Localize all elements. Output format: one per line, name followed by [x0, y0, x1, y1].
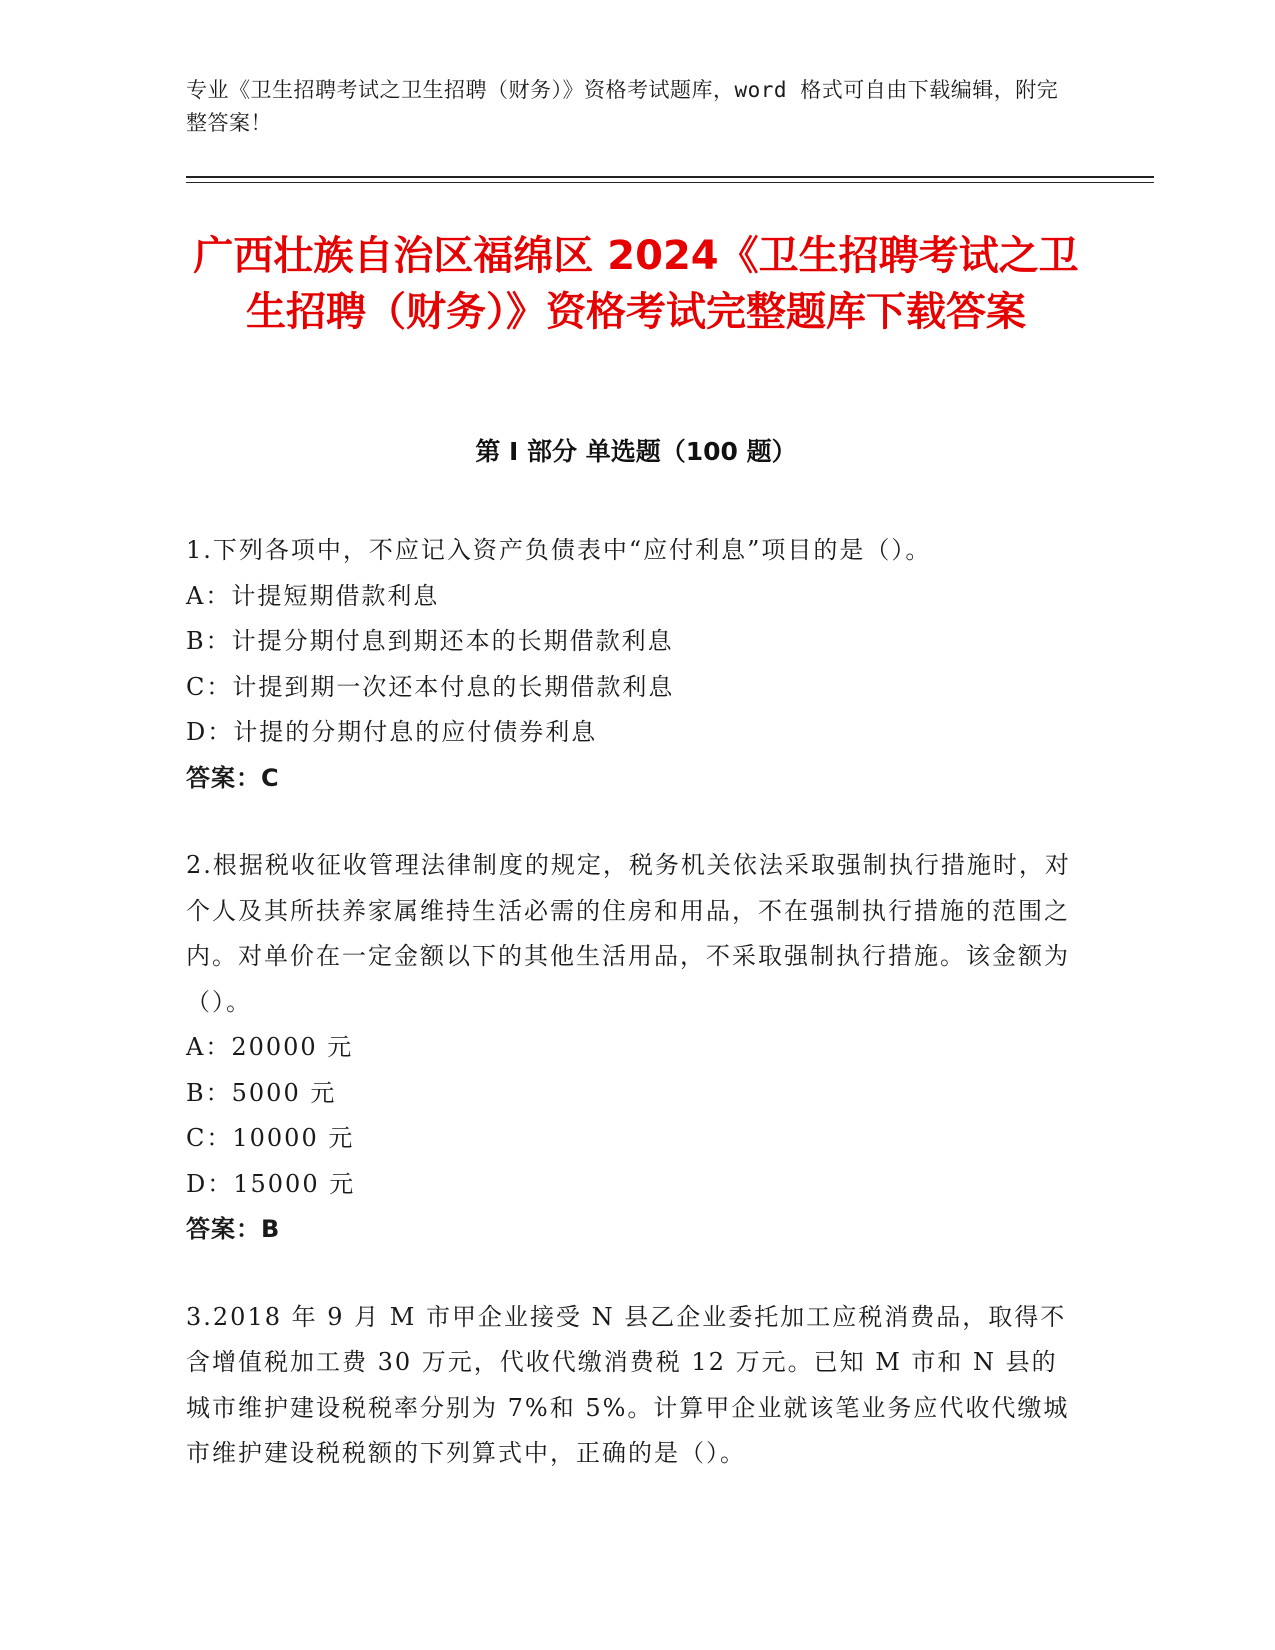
section-heading: 第 I 部分 单选题（100 题） [475, 437, 797, 466]
header-divider-thick [186, 176, 1154, 178]
option-a: A：计提短期借款利息 [186, 581, 440, 610]
header-note: 专业《卫生招聘考试之卫生招聘（财务）》资格考试题库，word 格式可自由下载编辑，附完整答案！ [186, 78, 1059, 135]
option-c: C：计提到期一次还本付息的长期借款利息 [186, 672, 675, 701]
question-3 [186, 1295, 1076, 1477]
question-list [186, 528, 1076, 1519]
question-stem: 3.2018 年 9 月 M 市甲企业接受 N 县乙企业委托加工应税消费品，取得不含增值税加工费 30 万元，代收代缴消费税 12 万元。已知 M 市和 N 县的城市维护建设税税率分别为 7%和 5%。计算甲企业就该笔业务应代收代缴城市维护建设税税额的下列算式中，正确的是（）。 [186, 1302, 1070, 1467]
header-divider-thin [186, 182, 1154, 183]
option-a: A：20000 元 [186, 1033, 354, 1061]
option-b: B：5000 元 [186, 1078, 337, 1107]
answer: 答案：B [186, 1215, 281, 1243]
option-c: C：10000 元 [186, 1124, 355, 1152]
answer: 答案：C [186, 763, 280, 792]
question-stem: 2.根据税收征收管理法律制度的规定，税务机关依法采取强制执行措施时，对个人及其所扶养家属维持生活必需的住房和用品，不在强制执行措施的范围之内。对单价在一定金额以下的其他生活用品，不采取强制执行措施。该金额为（）。 [186, 851, 1071, 1016]
question-2 [186, 843, 1076, 1253]
option-d: D：计提的分期付息的应付债券利息 [186, 718, 598, 746]
option-b: B：计提分期付息到期还本的长期借款利息 [186, 627, 674, 655]
question-stem: 1.下列各项中，不应记入资产负债表中“应付利息”项目的是（）。 [186, 536, 932, 564]
question-1 [186, 528, 1076, 801]
document-title: 广西壮族自治区福绵区 2024《卫生招聘考试之卫生招聘（财务）》资格考试完整题库下载答案 [193, 233, 1079, 335]
option-d: D：15000 元 [186, 1169, 356, 1198]
